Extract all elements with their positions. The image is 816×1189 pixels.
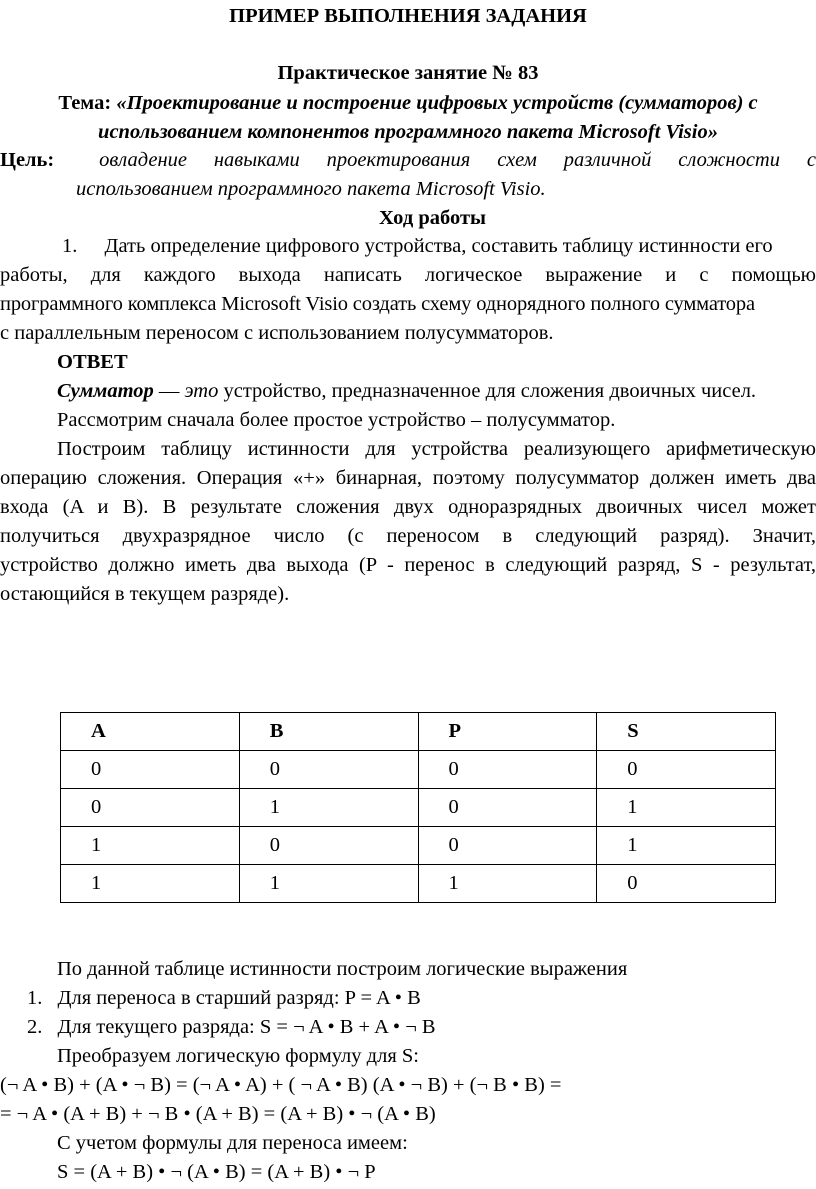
table-cell: 1 [61,827,240,865]
table-header-cell: S [597,713,776,751]
table-cell: 1 [418,865,597,903]
definition-term: Сумматор [57,380,154,402]
expressions-intro: По данной таблице истинности построим логические выражения [57,958,628,980]
list-number: 1. [27,987,43,1009]
p3-line-5: устройство должно иметь два выхода (P - перенос в следующий разряд, S - результат, [0,554,816,576]
table-header-cell: P [418,713,597,751]
task-number: 1. [62,235,78,257]
definition-text: устройство, предназначенное для сложения двоичных чисел. [218,380,757,402]
table-cell: 0 [597,751,776,789]
p3-line-4: получиться двухразрядное число (с переносом в следующий разряд). Значит, [0,525,816,547]
formula-line-2: = ¬ A • (A + B) + ¬ B • (A + B) = (A + B) • ¬ (A • B) [0,1103,436,1125]
table-cell: 1 [239,789,418,827]
table-cell: 0 [61,789,240,827]
table-cell: 1 [239,865,418,903]
table-cell: 0 [239,751,418,789]
list-text: Для текущего разряда: S = ¬ A • B + A • ¬ B [57,1016,436,1038]
lesson-title: Практическое занятие № 83 [277,62,539,84]
task-line-4: с параллельным переносом с использованием полусумматоров. [0,322,554,344]
p3-line-2: операцию сложения. Операция «+» бинарная, поэтому полусумматор должен иметь два [0,467,816,489]
table-cell: 1 [597,827,776,865]
goal-label: Цель: [0,149,55,171]
p3-line-6: остающийся в текущем разряде). [0,583,290,605]
final-formula: S = (A + B) • ¬ (A • B) = (A + B) • ¬ P [57,1161,376,1183]
p3-line-3: входа (A и B). В результате сложения двух одноразрядных двоичных чисел может [0,496,816,518]
list-text: Для переноса в старший разряд: P = A • B [57,987,421,1009]
table-cell: 1 [61,865,240,903]
carry-note: С учетом формулы для переноса имеем: [57,1132,408,1154]
goal-text-1: овладение навыками проектирования схем различной сложности с [99,149,816,171]
table-cell: 1 [597,789,776,827]
topic-line-2: использованием компонентов программного пакета Microsoft Visio» [98,121,718,143]
definition-is: это [184,380,219,402]
table-cell: 0 [61,751,240,789]
topic-label: Тема: [58,92,112,114]
truth-table [60,712,776,903]
table-row [61,751,776,789]
p3-line-1: Построим таблицу истинности для устройства реализующего арифметическую [57,438,816,460]
expression-item-1 [27,984,816,1013]
expression-item-2 [27,1013,816,1042]
table-cell: 0 [418,751,597,789]
table-header-row [61,713,776,751]
goal-line-2: использованием программного пакета Microsoft Visio. [76,178,546,200]
task-text-1: Дать определение цифрового устройства, составить таблицу истинности его [104,235,773,257]
definition-dash: — [153,380,185,402]
table-cell: 0 [418,789,597,827]
table-header-cell: B [239,713,418,751]
half-adder-paragraph: Рассмотрим сначала более простое устройство – полусумматор. [57,409,616,431]
task-line-3: программного комплекса Microsoft Visio создать схему однорядного полного сумматора [0,293,755,315]
task-line-2: работы, для каждого выхода написать логическое выражение и с помощью [0,264,816,286]
topic-line-1 [0,89,816,118]
formula-line-1: (¬ A • B) + (A • ¬ B) = (¬ A • A) + ( ¬ A • B) (A • ¬ B) + (¬ B • B) = [0,1074,562,1096]
task-line-1 [62,232,816,261]
table-row [61,865,776,903]
topic-text-1: «Проектирование и построение цифровых устройств (сумматоров) с [116,92,758,114]
table-row [61,789,776,827]
definition-paragraph [57,377,816,406]
transform-note: Преобразуем логическую формулу для S: [57,1045,419,1067]
table-row [61,827,776,865]
table-cell: 0 [418,827,597,865]
goal-line-1 [0,146,816,175]
list-number: 2. [27,1016,43,1038]
page-title: ПРИМЕР ВЫПОЛНЕНИЯ ЗАДАНИЯ [229,5,587,27]
table-header-cell: A [61,713,240,751]
workflow-heading: Ход работы [379,207,487,229]
table-cell: 0 [597,865,776,903]
answer-heading: ОТВЕТ [57,351,128,373]
table-cell: 0 [239,827,418,865]
